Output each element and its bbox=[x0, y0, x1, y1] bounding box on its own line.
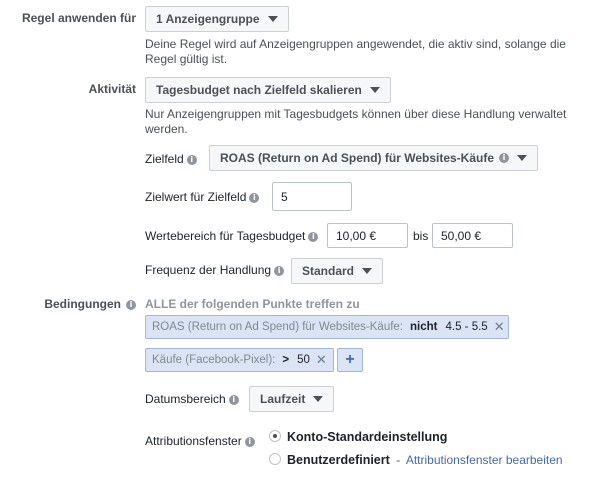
target-value-label: Zielwert für Zielfeld i bbox=[145, 190, 259, 204]
add-condition-button[interactable] bbox=[337, 348, 363, 372]
condition-chip[interactable] bbox=[145, 348, 334, 372]
condition-value: 50 bbox=[297, 354, 310, 366]
condition-field: Käufe (Facebook-Pixel): bbox=[152, 354, 276, 366]
budget-max-text: 50,00 € bbox=[441, 228, 482, 243]
target-field-value: ROAS (Return on Ad Spend) für Websites-Käufe bbox=[220, 151, 495, 165]
chevron-down-icon bbox=[313, 396, 323, 402]
info-icon[interactable]: i bbox=[229, 395, 239, 405]
date-range-dropdown[interactable] bbox=[249, 386, 334, 412]
frequency-dropdown[interactable] bbox=[291, 258, 383, 284]
condition-field: ROAS (Return on Ad Spend) für Websites-Käufe: bbox=[152, 321, 403, 333]
budget-min-text: 10,00 € bbox=[336, 228, 377, 243]
frequency-value: Standard bbox=[302, 264, 355, 278]
target-value-text: 5 bbox=[281, 189, 288, 204]
attribution-custom-radio[interactable] bbox=[269, 453, 281, 465]
target-value-input[interactable] bbox=[272, 182, 352, 211]
close-icon[interactable]: ✕ bbox=[315, 352, 327, 367]
conditions-header: ALLE der folgenden Punkte treffen zu bbox=[145, 297, 360, 311]
chevron-down-icon bbox=[370, 87, 380, 93]
chevron-down-icon bbox=[268, 16, 278, 22]
info-icon[interactable]: i bbox=[126, 300, 136, 310]
condition-operator: nicht bbox=[410, 321, 438, 333]
attribution-custom-option bbox=[287, 453, 563, 467]
budget-range-label: Wertebereich für Tagesbudget i bbox=[145, 229, 318, 243]
chevron-down-icon bbox=[517, 155, 527, 161]
target-field-dropdown[interactable] bbox=[209, 145, 538, 171]
info-icon[interactable]: i bbox=[187, 155, 197, 165]
apply-rule-description: Deine Regel wird auf Anzeigengruppen angewendet, die aktiv sind, solange die Regel gültig ist. bbox=[145, 37, 566, 66]
attribution-default-label[interactable]: Konto-Standardeinstellung bbox=[287, 430, 448, 444]
action-label: Aktivität bbox=[88, 82, 136, 96]
action-description: Nur Anzeigengruppen mit Tagesbudgets können über diese Handlung verwaltet werden. bbox=[145, 107, 567, 136]
info-icon[interactable]: i bbox=[249, 193, 259, 203]
attribution-label: Attributionsfenster i bbox=[145, 434, 255, 448]
close-icon[interactable]: ✕ bbox=[493, 319, 505, 334]
plus-icon: + bbox=[345, 351, 355, 368]
attribution-link-separator: - bbox=[396, 453, 401, 467]
info-icon[interactable]: i bbox=[499, 153, 509, 163]
action-dropdown-value: Tagesbudget nach Zielfeld skalieren bbox=[156, 83, 362, 97]
budget-max-input[interactable] bbox=[432, 223, 513, 248]
condition-chip[interactable] bbox=[145, 315, 509, 339]
budget-min-input[interactable] bbox=[327, 223, 408, 248]
apply-rule-dropdown-value: 1 Anzeigengruppe bbox=[156, 12, 260, 26]
edit-attribution-link[interactable]: Attributionsfenster bearbeiten bbox=[405, 453, 563, 467]
apply-rule-dropdown[interactable] bbox=[145, 6, 289, 32]
date-range-value: Laufzeit bbox=[260, 392, 306, 406]
frequency-label: Frequenz der Handlung i bbox=[145, 263, 284, 277]
info-icon[interactable]: i bbox=[308, 232, 318, 242]
action-dropdown[interactable] bbox=[145, 77, 391, 103]
condition-value: 4.5 - 5.5 bbox=[445, 321, 488, 333]
attribution-default-radio[interactable] bbox=[269, 430, 281, 442]
apply-rule-label: Regel anwenden für bbox=[21, 11, 136, 25]
info-icon[interactable]: i bbox=[245, 437, 255, 447]
condition-operator: > bbox=[282, 354, 290, 366]
chevron-down-icon bbox=[362, 268, 372, 274]
conditions-label: Bedingungen i bbox=[44, 297, 136, 311]
target-field-label: Zielfeld i bbox=[145, 152, 197, 166]
info-icon[interactable]: i bbox=[274, 266, 284, 276]
attribution-custom-label[interactable]: Benutzerdefiniert bbox=[287, 453, 390, 467]
budget-to-label: bis bbox=[413, 229, 429, 243]
date-range-label: Datumsbereich i bbox=[145, 392, 239, 406]
